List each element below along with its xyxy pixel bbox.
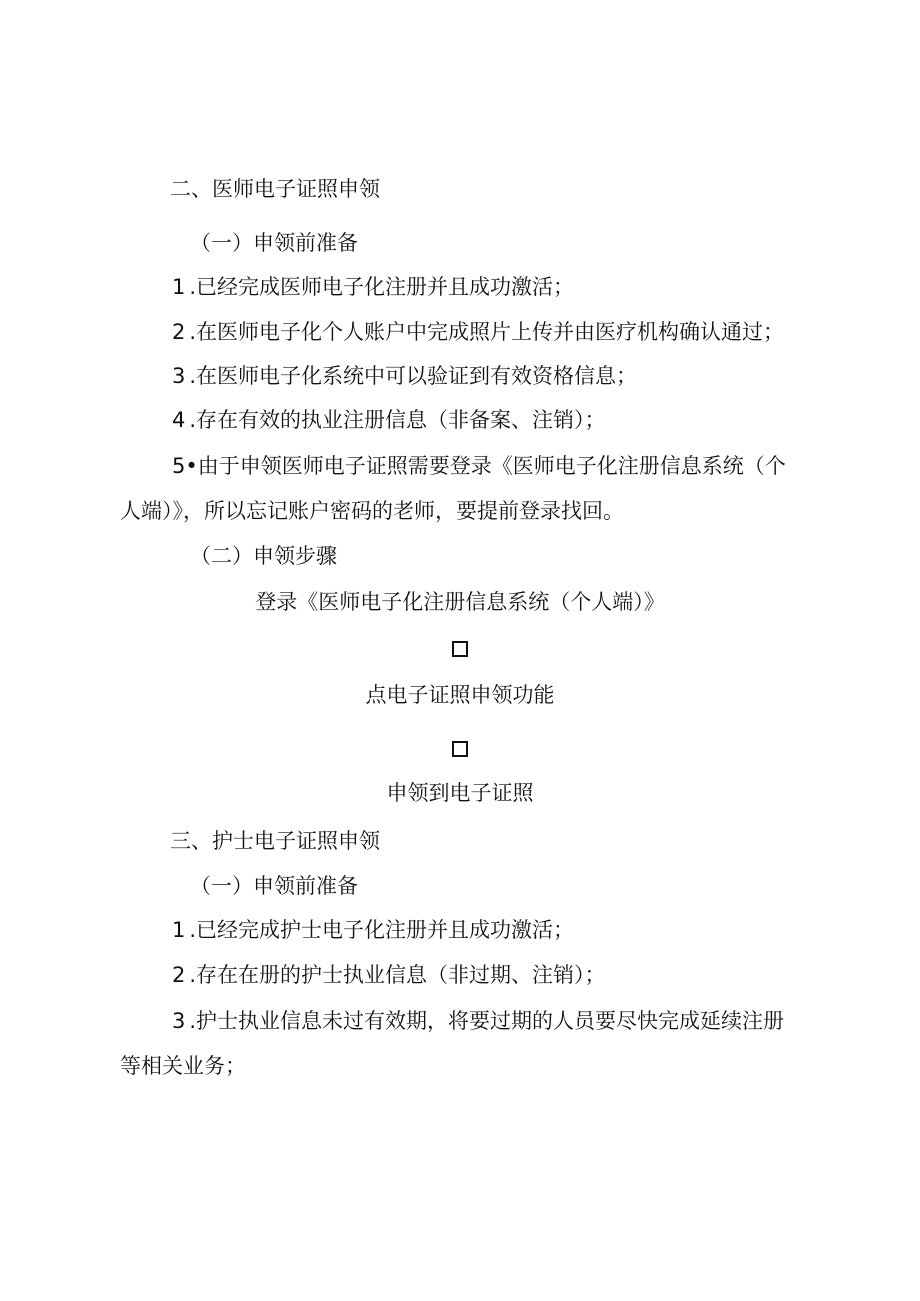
item-text: .存在有效的执业注册信息（非备案、注销）；	[189, 408, 606, 432]
step-2: 点电子证照申领功能	[365, 683, 555, 707]
arrow-placeholder-icon	[452, 741, 468, 757]
item-number: 4	[172, 408, 186, 432]
step-1: 登录《医师电子化注册信息系统（个人端）》	[255, 590, 665, 614]
section2-prep-heading: （一）申领前准备	[190, 231, 358, 255]
section3-heading: 三、护士电子证照申领	[170, 829, 380, 853]
section2-item-5-continuation: 人端）》，所以忘记账户密码的老师，要提前登录找回。	[120, 499, 624, 523]
item-text: .存在在册的护士执业信息（非过期、注销）；	[189, 963, 606, 987]
section2-item-5	[172, 451, 786, 481]
step-separator-2	[0, 733, 920, 763]
item-text: .已经完成医师电子化注册并且成功激活；	[189, 275, 575, 299]
item-text: .护士执业信息未过有效期，将要过期的人员要尽快完成延续注册	[189, 1009, 785, 1033]
section3-item-3	[172, 1006, 784, 1036]
item-text: .在医师电子化个人账户中完成照片上传并由医疗机构确认通过；	[189, 320, 785, 344]
item-number: 3	[172, 364, 186, 388]
section3-item-1	[172, 915, 574, 945]
item-number: 3	[172, 1009, 186, 1033]
item-text: .已经完成护士电子化注册并且成功激活；	[189, 918, 575, 942]
step-3: 申领到电子证照	[386, 781, 534, 805]
section3-item-2	[172, 960, 606, 990]
item-number: 5•	[172, 454, 198, 478]
section2-item-4	[172, 405, 606, 435]
step-separator-1	[0, 633, 920, 663]
item-number: 2	[172, 320, 186, 344]
item-number: 1	[172, 918, 186, 942]
section2-item-1	[172, 272, 574, 302]
section2-item-2	[172, 317, 784, 347]
section3-item-3-continuation: 等相关业务；	[120, 1054, 246, 1078]
arrow-placeholder-icon	[452, 641, 468, 657]
section2-steps-heading: （二）申领步骤	[190, 544, 337, 568]
item-number: 2	[172, 963, 186, 987]
item-text: .在医师电子化系统中可以验证到有效资格信息；	[189, 364, 638, 388]
item-text: 由于申领医师电子证照需要登录《医师电子化注册信息系统（个	[197, 454, 786, 478]
section3-prep-heading: （一）申领前准备	[190, 874, 358, 898]
section2-item-3	[172, 361, 637, 391]
section2-heading: 二、医师电子证照申领	[170, 177, 380, 201]
item-number: 1	[172, 275, 186, 299]
